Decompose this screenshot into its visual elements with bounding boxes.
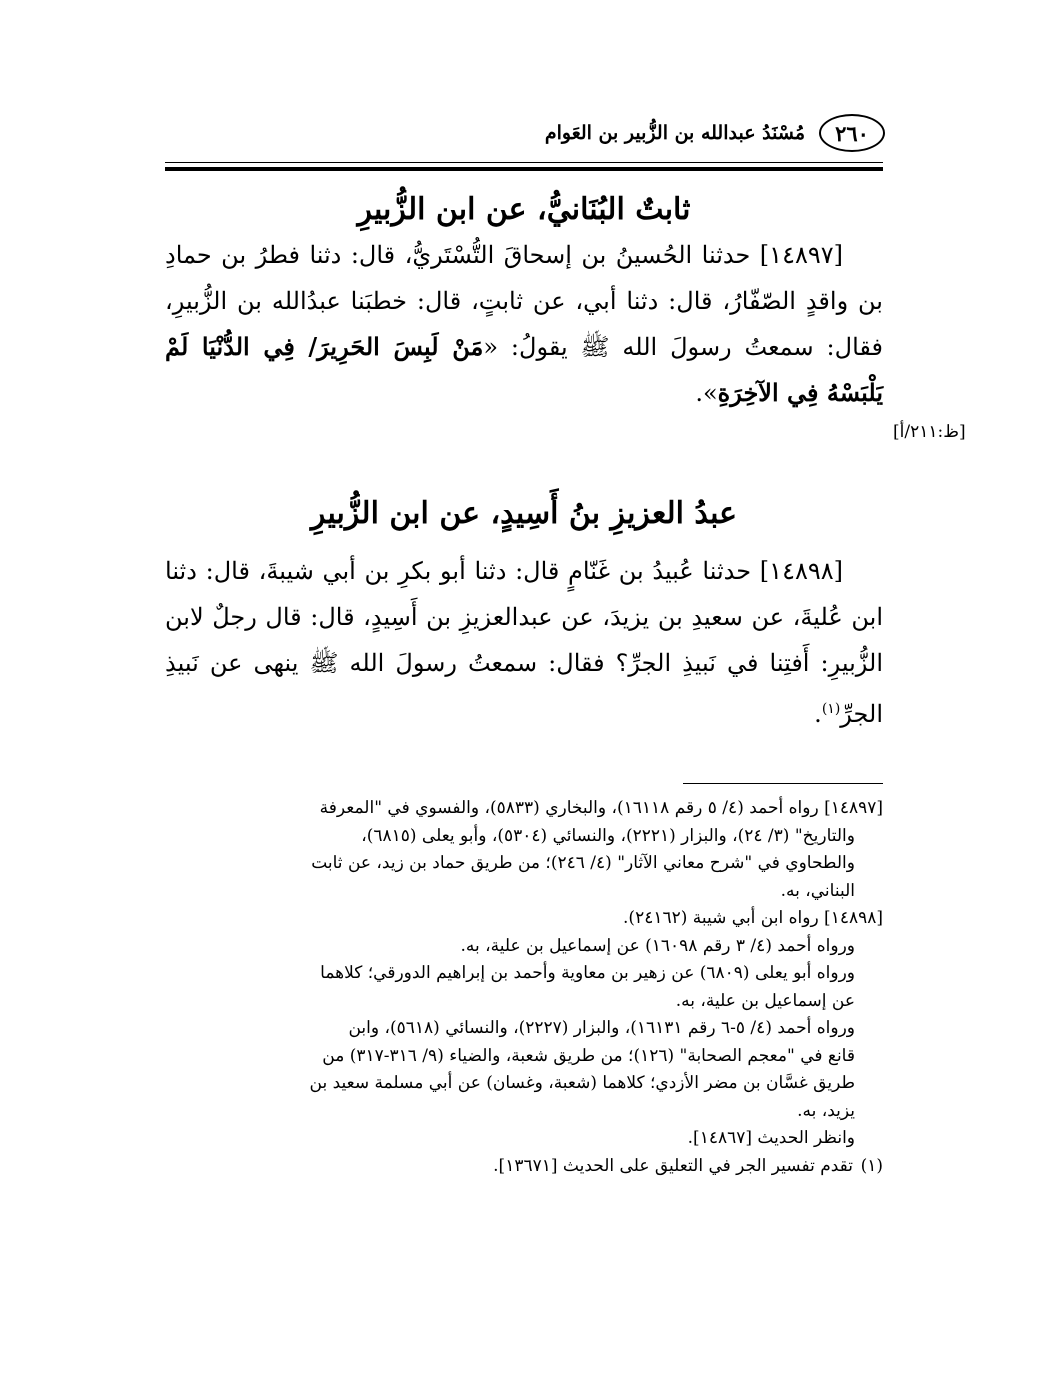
footnote-14897-head: [١٤٨٩٧] رواه أحمد (٤/ ٥ رقم ١٦١١٨)، والبخاري (٥٨٣٣)، والفسوي في "المعرفة bbox=[319, 798, 883, 818]
hadith-text: حدثنا عُبيدُ بن غَنّامٍ قال: دثنا أبو بكرِ بن أبي شيبةَ، قال: دثنا ابن عُليةَ، عن سعيدِ بن يزيدَ، عن عبدالعزيزِ بن أَسِيدٍ، قال: قال رجلٌ لابن الزُّبيرِ: أَفتِنا في نَبيذِ الجرِّ؟ فقال: سمعتُ رسولَ الله ﷺ ينهى عن نَبيذِ الجرِّ bbox=[165, 557, 883, 728]
hadith-number: [١٤٨٩٧] bbox=[759, 241, 843, 269]
section-title-thabit: ثابتٌ البُنَانيُّ، عن ابن الزُّبيرِ bbox=[357, 192, 691, 227]
footnotes bbox=[165, 795, 883, 1180]
hadith-14897 bbox=[165, 232, 883, 416]
header-rule-thin bbox=[165, 162, 883, 163]
footnote-1-number: (١) bbox=[860, 1155, 883, 1176]
footnote-line: ورواه أبو يعلى (٦٨٠٩) عن زهير بن معاوية وأحمد بن إبراهيم الدورقي؛ كلاهما bbox=[320, 963, 855, 983]
section-title-abdulaziz: عبدُ العزيزِ بنُ أَسِيدٍ، عن ابن الزُّبيرِ bbox=[310, 496, 738, 531]
header-rule-thick bbox=[165, 167, 883, 171]
footnote-1 bbox=[165, 1153, 883, 1181]
footnote-line: قانع في "معجم الصحابة" (١٢٦)؛ من طريق شعبة، والضياء (٩/ ٣١٦-٣١٧) من bbox=[322, 1045, 855, 1066]
hadith-text-end: ». bbox=[695, 379, 718, 407]
footnote-marker[interactable]: (١) bbox=[821, 701, 841, 717]
hadith-quote: مَنْ لَبِسَ الحَرِيرَ/ فِي الدُّنْيَا لَمْ يَلْبَسْهُ فِي الآخِرَةِ bbox=[165, 332, 883, 407]
footnote-line: البناني، به. bbox=[780, 880, 855, 901]
page-number: ٢٦٠ bbox=[819, 114, 885, 152]
hadith-text-end: . bbox=[814, 700, 822, 728]
footnote-14898-head: [١٤٨٩٨] رواه ابن أبي شيبة (٢٤١٦٢). bbox=[623, 908, 883, 928]
footnote-line: ورواه أحمد (٤/ ٥-٦ رقم ١٦١٣١)، والبزار (٢٢٢٧)، والنسائي (٥٦١٨)، وابن bbox=[348, 1018, 855, 1038]
footnote-line: وانظر الحديث [١٤٨٦٧]. bbox=[687, 1128, 855, 1148]
hadith-number: [١٤٨٩٨] bbox=[759, 557, 843, 585]
running-title: مُسْنَدُ عبدالله بن الزُّبير بن العَوام bbox=[544, 122, 805, 144]
footnote-line: والتاريخ" (٣/ ٢٤)، والبزار (٢٢٢١)، والنسائي (٥٣٠٤)، وأبو يعلى (٦٨١٥)، bbox=[361, 825, 855, 846]
hadith-14898 bbox=[165, 548, 883, 737]
footnote-separator bbox=[683, 783, 883, 784]
footnote-line: والطحاوي في "شرح معاني الآثار" (٤/ ٢٤٦)؛ من طريق حماد بن زيد، عن ثابت bbox=[311, 853, 855, 873]
hadith-text: حدثنا الحُسينُ بن إسحاقَ التُّسْتَريُّ، قال: دثنا فطرُ بن حمادِ بن واقدٍ الصّفّارُ، قال: دثنا أبي، عن ثابتٍ، قال: خطبَنا عبدُالله بن الزُّبيرِ، فقال: سمعتُ رسولَ الله ﷺ يقولُ: « bbox=[165, 241, 884, 361]
footnote-1-text: تقدم تفسير الجر في التعليق على الحديث [١٣٦٧١]. bbox=[493, 1155, 853, 1176]
footnote-line: عن إسماعيل بن علية، به. bbox=[675, 990, 855, 1011]
footnote-line: ورواه أحمد (٤/ ٣ رقم ١٦٠٩٨) عن إسماعيل بن علية، به. bbox=[460, 935, 855, 956]
footnote-line: طريق غسَّان بن مضر الأزدي؛ كلاهما (شعبة، وغسان) عن أبي مسلمة سعيد بن bbox=[309, 1073, 855, 1093]
footnote-line: يزيد، به. bbox=[797, 1100, 855, 1121]
manuscript-margin-ref: [ظ:٢١١/أ] bbox=[893, 422, 966, 442]
page-header bbox=[165, 108, 885, 158]
